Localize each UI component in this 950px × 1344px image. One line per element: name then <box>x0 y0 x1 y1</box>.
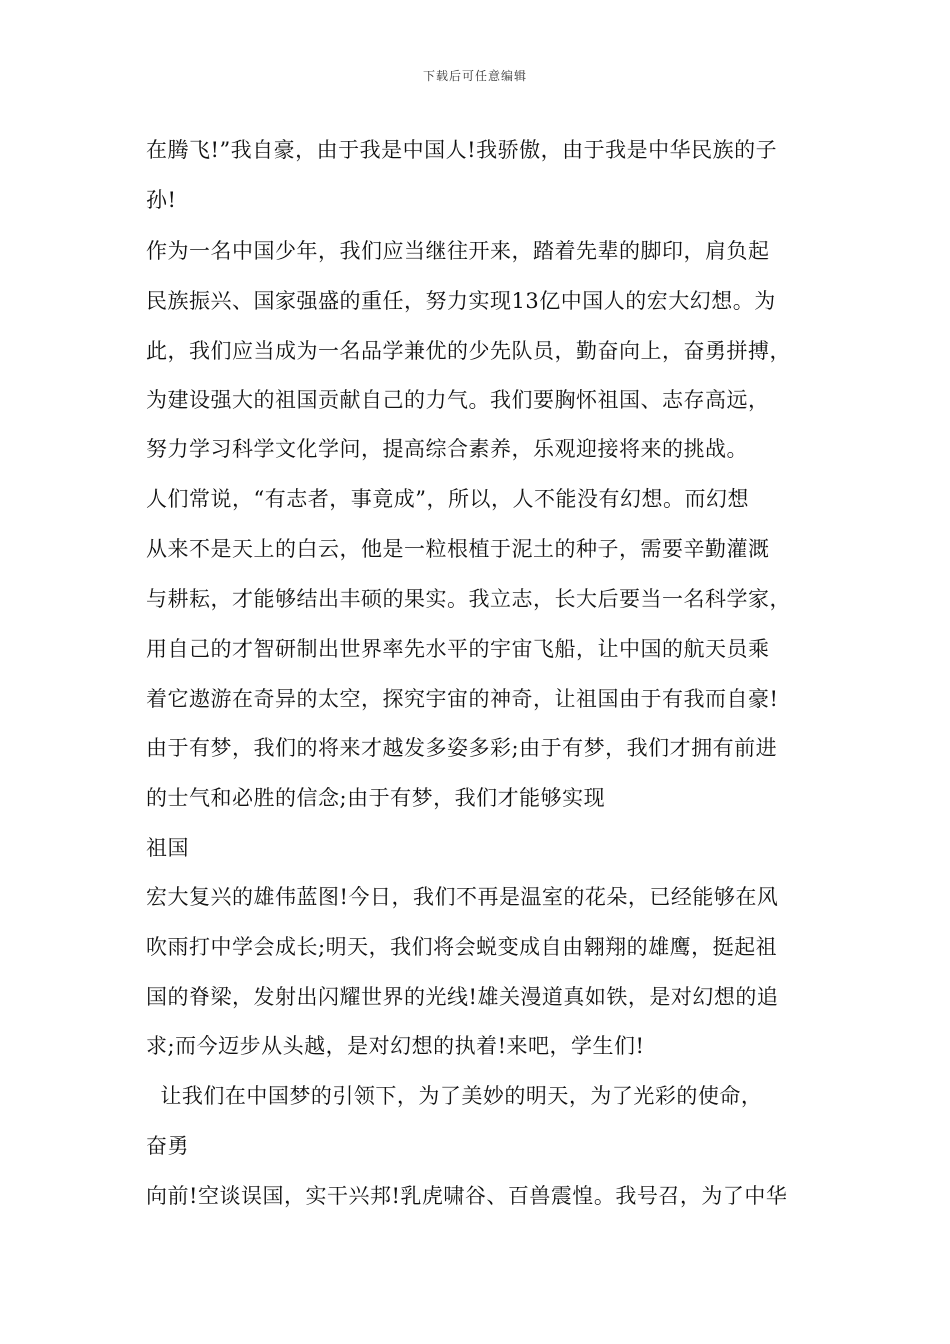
body-line: 的士气和必胜的信念;由于有梦，我们才能够实现 <box>146 786 606 810</box>
body-line: 用自己的才智研制出世界率先水平的宇宙飞船，让中国的航天员乘 <box>146 637 770 661</box>
body-line: 让我们在中国梦的引领下，为了美妙的明天，为了光彩的使命， <box>146 1084 763 1108</box>
body-line: 宏大复兴的雄伟蓝图!今日，我们不再是温室的花朵，已经能够在风 <box>146 885 779 909</box>
body-line: 祖国 <box>146 836 189 860</box>
body-line: 与耕耘，才能够结出丰硕的果实。我立志，长大后要当一名科学家， <box>146 587 791 611</box>
body-line: 此，我们应当成为一名品学兼优的少先队员，勤奋向上，奋勇拼搏， <box>146 339 791 363</box>
body-line: 在腾飞!”我自豪，由于我是中国人!我骄傲，由于我是中华民族的子 <box>146 138 778 162</box>
body-line: 作为一名中国少年，我们应当继往开来，踏着先辈的脚印，肩负起 <box>146 239 770 263</box>
body-line: 努力学习科学文化学问，提高综合素养，乐观迎接将来的挑战。 <box>146 437 748 461</box>
body-line: 向前!空谈误国，实干兴邦!乳虎啸谷、百兽震惶。我号召，为了中华 <box>146 1184 788 1208</box>
body-line: 孙! <box>146 188 177 212</box>
page-header: 下载后可任意编辑 <box>422 69 527 83</box>
body-line: 求;而今迈步从头越，是对幻想的执着!来吧，学生们! <box>146 1034 645 1058</box>
body-line: 民族振兴、国家强盛的重任，努力实现13亿中国人的宏大幻想。为 <box>146 289 776 313</box>
body-line: 从来不是天上的白云，他是一粒根植于泥土的种子，需要辛勤灌溉 <box>146 537 770 561</box>
body-line: 奋勇 <box>146 1134 189 1158</box>
body-line: 着它遨游在奇异的太空，探究宇宙的神奇，让祖国由于有我而自豪! <box>146 687 779 711</box>
body-line: 由于有梦，我们的将来才越发多姿多彩;由于有梦，我们才拥有前进 <box>146 736 778 760</box>
body-line: 人们常说，“有志者，事竟成”，所以，人不能没有幻想。而幻想 <box>146 487 749 511</box>
body-line: 吹雨打中学会成长;明天，我们将会蜕变成自由翱翔的雄鹰，挺起祖 <box>146 935 778 959</box>
body-line: 国的脊梁，发射出闪耀世界的光线!雄关漫道真如铁，是对幻想的追 <box>146 985 779 1009</box>
body-line: 为建设强大的祖国贡献自己的力气。我们要胸怀祖国、志存高远， <box>146 388 770 412</box>
